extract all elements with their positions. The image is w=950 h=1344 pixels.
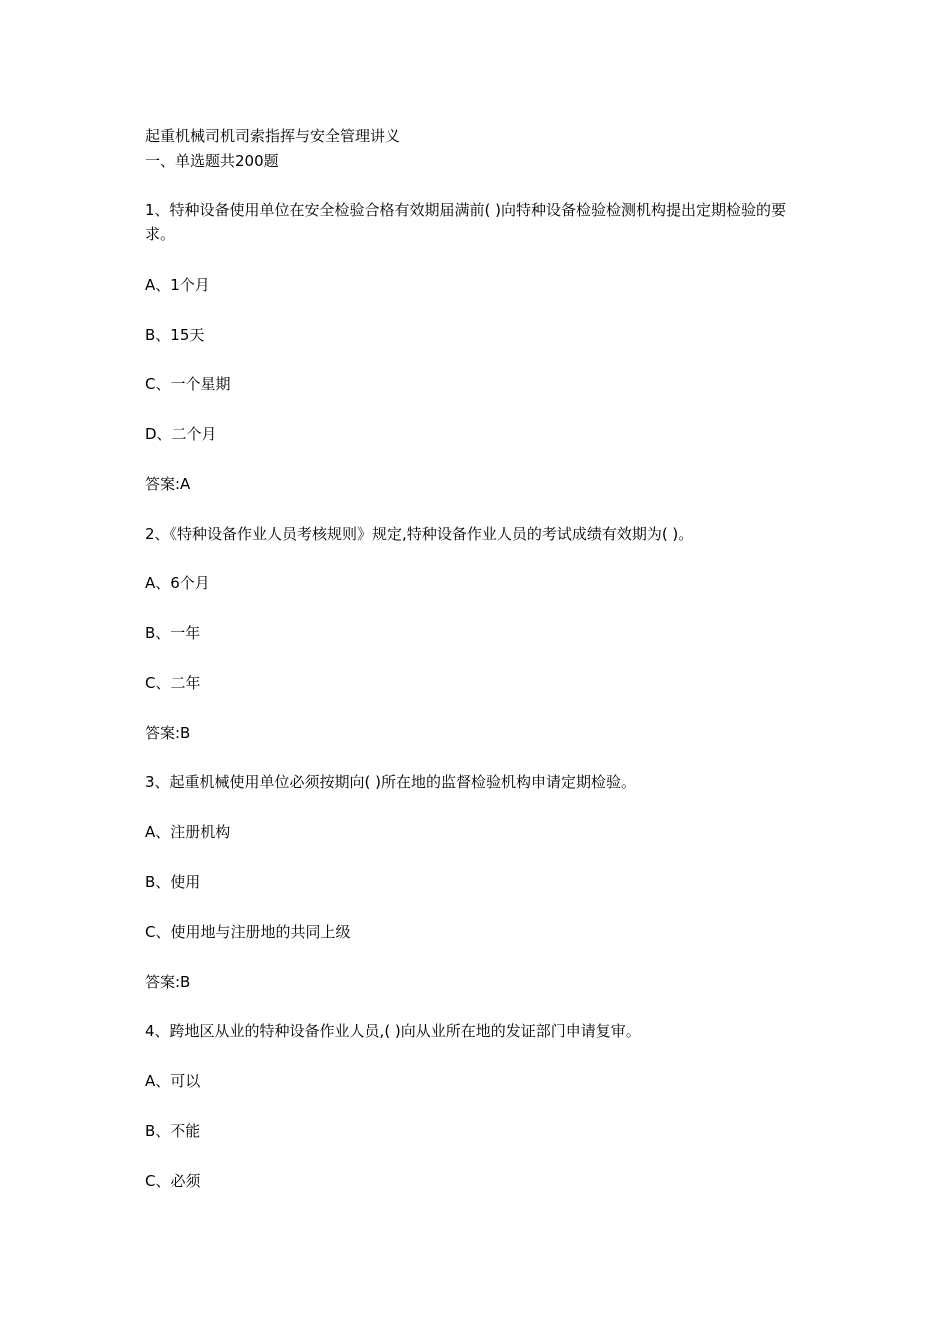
question-3-stem: 3、起重机械使用单位必须按期向( )所在地的监督检验机构申请定期检验。	[145, 773, 637, 791]
question-3-option-c: C、使用地与注册地的共同上级	[145, 923, 351, 941]
document-title: 起重机械司机司索指挥与安全管理讲义	[145, 127, 401, 145]
question-2-option-c: C、二年	[145, 674, 201, 692]
section-heading: 一、单选题共200题	[145, 152, 279, 170]
question-4-stem: 4、跨地区从业的特种设备作业人员,( )向从业所在地的发证部门申请复审。	[145, 1022, 641, 1040]
question-1-option-c: C、一个星期	[145, 375, 231, 393]
question-1-option-d: D、二个月	[145, 425, 217, 443]
question-1-option-b: B、15天	[145, 326, 205, 344]
question-2-stem: 2、《特种设备作业人员考核规则》规定,特种设备作业人员的考试成绩有效期为( )。	[145, 525, 694, 543]
question-4-option-a: A、可以	[145, 1072, 201, 1090]
question-2-answer: 答案:B	[145, 724, 191, 742]
question-3-answer: 答案:B	[145, 973, 191, 991]
question-3-option-a: A、注册机构	[145, 823, 231, 841]
question-2-option-b: B、一年	[145, 624, 201, 642]
question-4-option-b: B、不能	[145, 1122, 201, 1140]
question-1-answer: 答案:A	[145, 475, 191, 493]
question-1-stem: 1、特种设备使用单位在安全检验合格有效期届满前( )向特种设备检验检测机构提出定期检验的要求。	[145, 201, 787, 243]
question-2-option-a: A、6个月	[145, 574, 210, 592]
question-4-option-c: C、必须	[145, 1172, 201, 1190]
question-1-option-a: A、1个月	[145, 276, 210, 294]
question-3-option-b: B、使用	[145, 873, 201, 891]
